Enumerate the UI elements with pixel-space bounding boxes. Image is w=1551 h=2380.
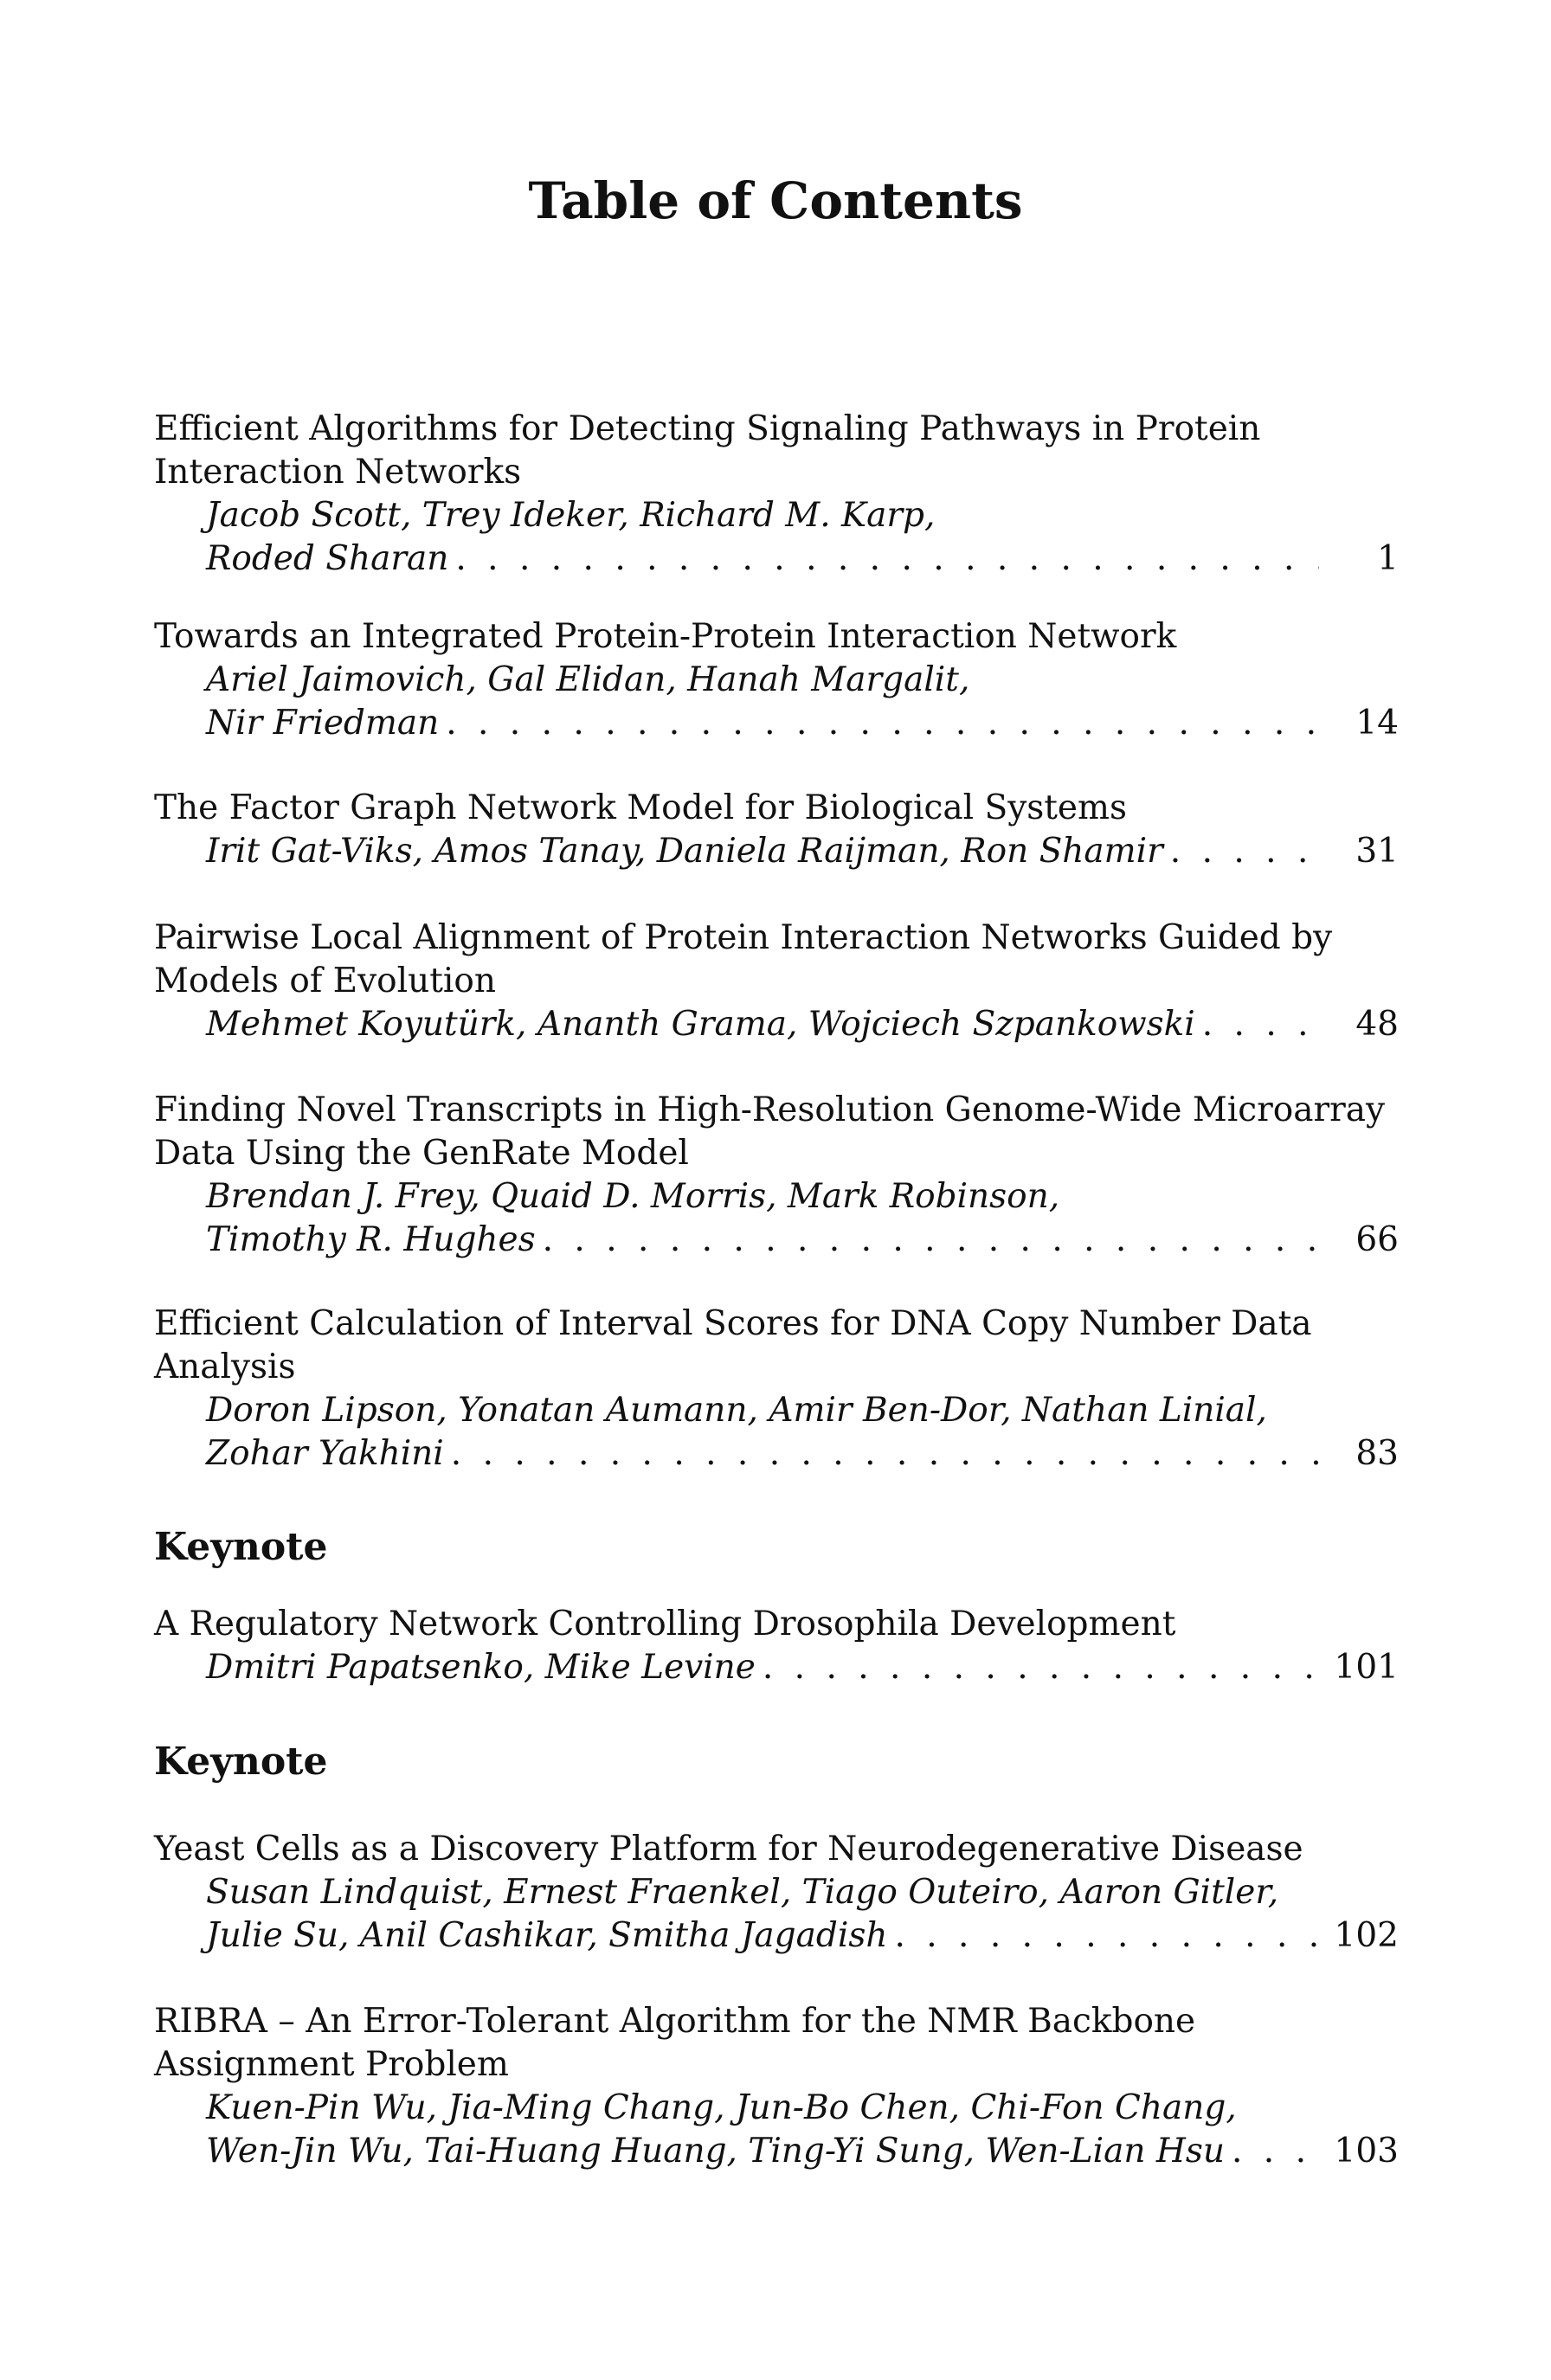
toc-entry[interactable] (154, 2000, 1399, 2173)
entry-title: Efficient Algorithms for Detecting Signaling Pathways in Protein (154, 409, 1261, 448)
section-heading: Keynote (154, 1525, 328, 1569)
toc-entry[interactable] (154, 787, 1399, 873)
entry-title: Pairwise Local Alignment of Protein Interaction Networks Guided by (154, 918, 1333, 957)
entry-authors: Zohar Yakhini (206, 1434, 444, 1473)
toc-entry[interactable] (154, 917, 1399, 1046)
toc-entry[interactable] (154, 1089, 1399, 1262)
entry-authors: Irit Gat-Viks, Amos Tanay, Daniela Raijman, Ron Shamir (206, 832, 1163, 871)
toc-entry[interactable] (154, 1603, 1399, 1689)
page-number: 1 (1377, 539, 1399, 578)
page-number: 83 (1355, 1434, 1399, 1473)
section-heading: Keynote (154, 1740, 328, 1784)
page-number: 31 (1355, 832, 1399, 871)
dot-leader (446, 702, 1319, 745)
page-number: 102 (1334, 1916, 1399, 1955)
toc-entry[interactable] (154, 615, 1399, 745)
entry-authors: Jacob Scott, Trey Ideker, Richard M. Karp, (206, 496, 936, 535)
entry-authors: Nir Friedman (206, 704, 440, 743)
page-number: 14 (1355, 704, 1399, 743)
entry-authors: Brendan J. Frey, Quaid D. Morris, Mark Robinson, (206, 1177, 1060, 1216)
entry-title: Models of Evolution (154, 962, 496, 1000)
entry-title: Efficient Calculation of Interval Scores for DNA Copy Number Data (154, 1304, 1312, 1343)
entry-authors: Doron Lipson, Yonatan Aumann, Amir Ben-Dor, Nathan Linial, (206, 1391, 1267, 1430)
entry-authors: Kuen-Pin Wu, Jia-Ming Chang, Jun-Bo Chen, Chi-Fon Chang, (206, 2088, 1237, 2127)
entry-title: Towards an Integrated Protein-Protein Interaction Network (154, 617, 1177, 656)
entry-authors: Timothy R. Hughes (206, 1220, 536, 1259)
entry-title: A Regulatory Network Controlling Drosophila Development (154, 1605, 1176, 1643)
page-number: 101 (1334, 1648, 1399, 1687)
page-title: Table of Contents (528, 171, 1023, 230)
entry-title: The Factor Graph Network Model for Biological Systems (154, 788, 1128, 827)
dot-leader (451, 1432, 1319, 1476)
toc-entry[interactable] (154, 408, 1399, 581)
entry-authors: Ariel Jaimovich, Gal Elidan, Hanah Margalit, (206, 660, 970, 699)
entry-authors: Susan Lindquist, Ernest Fraenkel, Tiago Outeiro, Aaron Gitler, (206, 1873, 1279, 1912)
dot-leader (543, 1219, 1319, 1262)
entry-title: Yeast Cells as a Discovery Platform for Neurodegenerative Disease (154, 1830, 1303, 1869)
page-number: 66 (1355, 1220, 1399, 1259)
dot-leader (763, 1646, 1319, 1689)
entry-title: Analysis (154, 1348, 296, 1386)
page-number: 103 (1334, 2132, 1399, 2171)
entry-authors: Dmitri Papatsenko, Mike Levine (206, 1648, 756, 1687)
entry-title: Data Using the GenRate Model (154, 1134, 689, 1173)
entry-title: Finding Novel Transcripts in High-Resolution Genome-Wide Microarray (154, 1090, 1386, 1129)
dot-leader (1170, 830, 1319, 873)
entry-authors: Mehmet Koyutürk, Ananth Grama, Wojciech Szpankowski (206, 1005, 1195, 1044)
toc-entry[interactable] (154, 1828, 1399, 1958)
page-number: 48 (1355, 1005, 1399, 1044)
entry-authors: Julie Su, Anil Cashikar, Smitha Jagadish (206, 1916, 888, 1955)
dot-leader (1202, 1003, 1319, 1046)
entry-title: Assignment Problem (154, 2045, 509, 2084)
toc-entry[interactable] (154, 1303, 1399, 1476)
entry-title: RIBRA – An Error-Tolerant Algorithm for the NMR Backbone (154, 2002, 1196, 2041)
entry-title: Interaction Networks (154, 453, 522, 492)
dot-leader (1232, 2130, 1319, 2173)
entry-authors: Roded Sharan (206, 539, 449, 578)
dot-leader (455, 537, 1319, 581)
entry-authors: Wen-Jin Wu, Tai-Huang Huang, Ting-Yi Sung, Wen-Lian Hsu (206, 2132, 1225, 2171)
dot-leader (894, 1914, 1319, 1958)
